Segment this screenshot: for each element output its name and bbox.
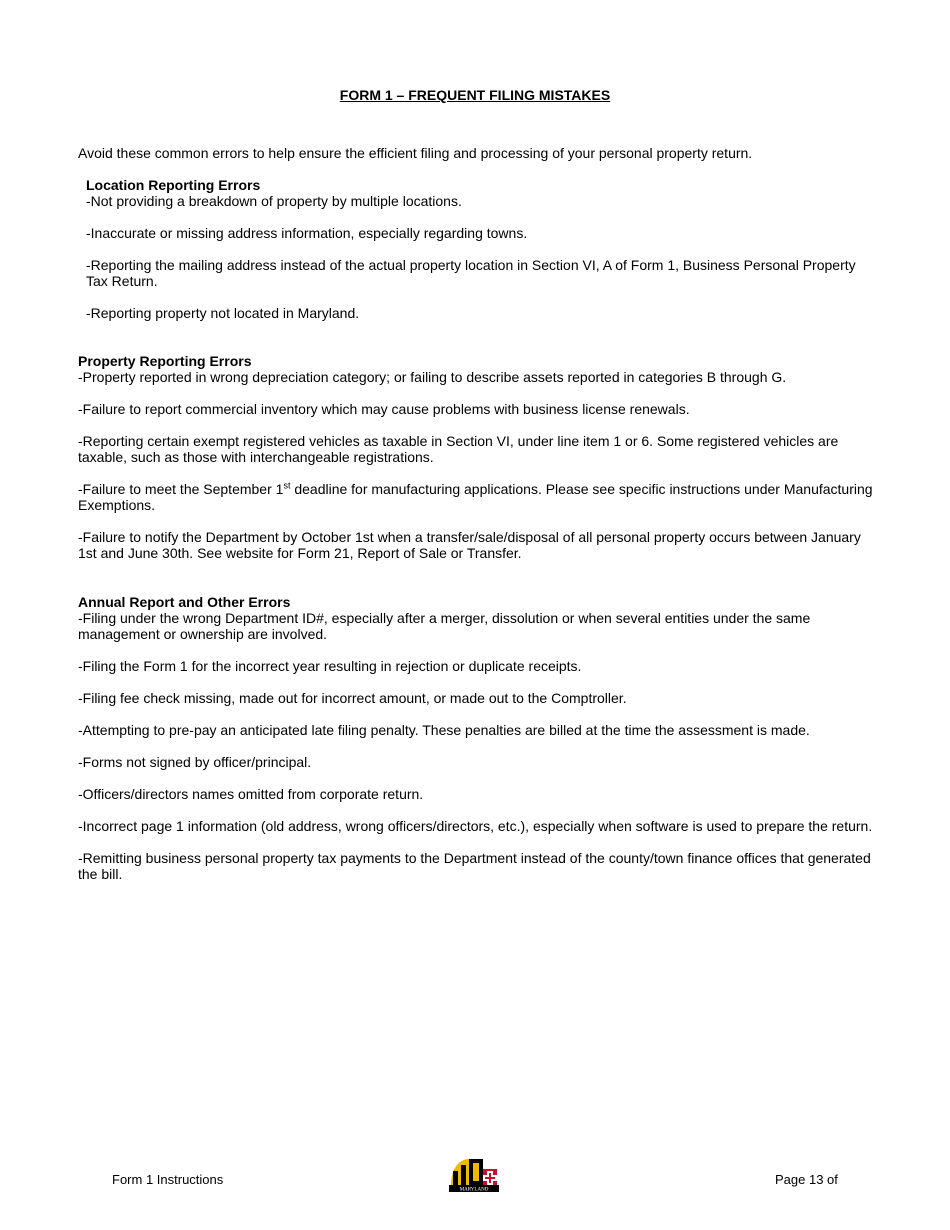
page-title: FORM 1 – FREQUENT FILING MISTAKES — [339, 87, 611, 103]
list-item: -Filing the Form 1 for the incorrect year resulting in rejection or duplicate receipts. — [78, 658, 582, 674]
list-item: -Reporting certain exempt registered vehicles as taxable in Section VI, under line item 1 or 6. Some registered vehicles are taxable, such as those with interchangeable registrations. — [78, 433, 839, 465]
list-item: -Property reported in wrong depreciation category; or failing to describe assets reported in categories B through G. — [78, 369, 787, 385]
list-item: -Filing under the wrong Department ID#, especially after a merger, dissolution or when several entities under the same management or ownership are involved. — [78, 610, 811, 642]
location-errors-section — [86, 177, 876, 337]
location-errors-heading: Location Reporting Errors — [86, 177, 261, 193]
list-item: -Failure to report commercial inventory which may cause problems with business license renewals. — [78, 401, 690, 417]
property-errors-section — [78, 353, 878, 577]
ordinal-suffix: st — [283, 480, 291, 491]
list-item: -Officers/directors names omitted from corporate return. — [78, 786, 424, 802]
list-item: -Forms not signed by officer/principal. — [78, 754, 312, 770]
list-item: -Inaccurate or missing address information, especially regarding towns. — [86, 225, 528, 241]
footer-page-number: Page 13 of — [775, 1172, 838, 1187]
september-text-start: -Failure to meet the September 1 — [78, 481, 284, 497]
property-errors-heading: Property Reporting Errors — [78, 353, 252, 369]
logo-text: MARYLAND — [459, 1187, 489, 1193]
list-item: -Reporting the mailing address instead of the actual property location in Section VI, A of Form 1, Business Personal Property Tax Return. — [86, 257, 856, 289]
footer-form-name: Form 1 Instructions — [112, 1172, 224, 1187]
annual-errors-heading: Annual Report and Other Errors — [78, 594, 291, 610]
maryland-logo-icon — [449, 1155, 501, 1193]
september-text-end: deadline for manufacturing applications. Please see specific instructions under Manufacturing Exemptions. — [78, 481, 873, 513]
list-item: -Not providing a breakdown of property by multiple locations. — [86, 193, 462, 209]
list-item: -Incorrect page 1 information (old address, wrong officers/directors, etc.), especially when software is used to prepare the return. — [78, 818, 873, 834]
list-item: -Failure to notify the Department by October 1st when a transfer/sale/disposal of all personal property occurs between January 1st and June 30th. See website for Form 21, Report of Sale or Transfer. — [78, 529, 861, 561]
list-item: -Filing fee check missing, made out for incorrect amount, or made out to the Comptroller. — [78, 690, 627, 706]
list-item: -Attempting to pre-pay an anticipated late filing penalty. These penalties are billed at the time the assessment is made. — [78, 722, 810, 738]
annual-report-errors-section — [78, 594, 878, 898]
list-item: -Reporting property not located in Maryland. — [86, 305, 360, 321]
intro-text: Avoid these common errors to help ensure the efficient filing and processing of your personal property return. — [78, 145, 753, 161]
list-item-september-deadline — [78, 481, 878, 513]
list-item: -Remitting business personal property tax payments to the Department instead of the county/town finance offices that generated the bill. — [78, 850, 871, 882]
